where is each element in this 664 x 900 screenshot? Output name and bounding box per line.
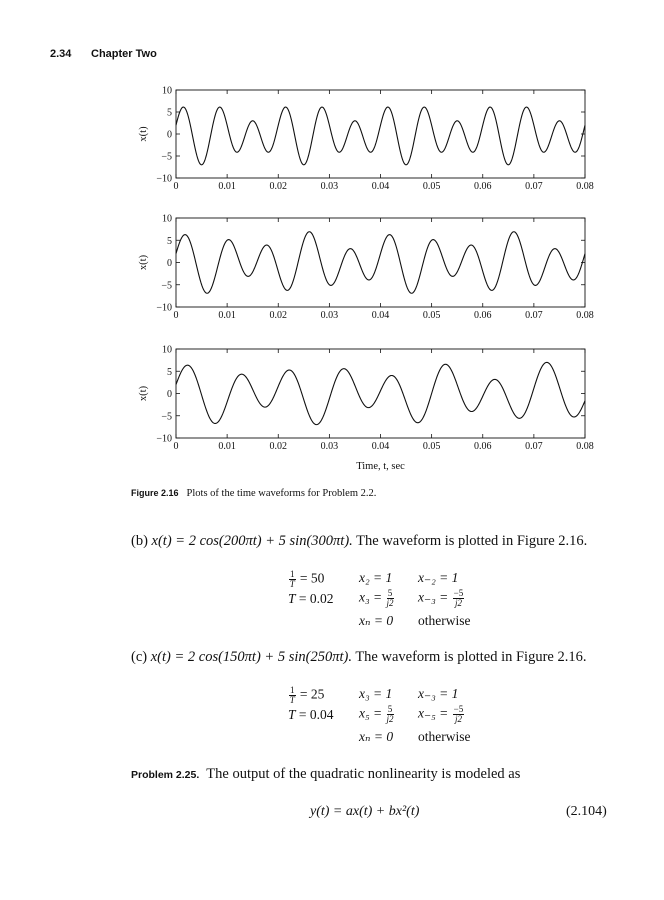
part-b-row2-c1: T = 0.02 <box>288 591 334 606</box>
part-c-row2-c2: x₅ = $\frac{5}{j2}$ <box>359 704 394 724</box>
part-c-eq-rhs: = 2 cos(150πt) + 5 sin(250πt). <box>174 649 352 665</box>
waveform-line <box>176 107 585 165</box>
one-over-T-fraction: $\frac{1}{T}$ <box>289 569 295 589</box>
part-c-statement <box>131 649 586 666</box>
x-tick-label: 0.04 <box>371 441 390 452</box>
part-c-row1-c3: x₋₃ = 1 <box>418 686 459 701</box>
part-c-row3-c2: xₙ = 0 <box>359 729 394 744</box>
y-tick-label: 10 <box>162 213 172 225</box>
x-tick-label: 0.05 <box>422 441 441 452</box>
plot-frame <box>176 218 585 307</box>
waveform-line <box>176 232 585 294</box>
waveform-plot-2 <box>138 214 594 322</box>
x-tick-label: 0.06 <box>474 310 492 321</box>
part-c-row2-c1: T = 0.04 <box>288 707 334 722</box>
x-tick-label: 0 <box>173 181 179 192</box>
y-tick-label: 10 <box>162 344 172 356</box>
y-tick-label: 0 <box>167 389 172 400</box>
plot-frame <box>176 90 585 178</box>
x-tick-label: 0.01 <box>218 441 236 452</box>
figure-caption-text: Plots of the time waveforms for Problem 2.2. <box>186 488 377 499</box>
x-tick-label: 0.06 <box>474 441 492 452</box>
page-number: 2.34 <box>50 48 72 60</box>
part-c-eq-lhs: x(t) <box>150 649 171 665</box>
part-c-row3-c3: otherwise <box>418 729 471 744</box>
x-tick-label: 0.05 <box>422 181 441 192</box>
x-tick-label: 0.03 <box>320 181 339 192</box>
y-axis-label: x(t) <box>138 254 149 271</box>
x-tick-label: 0.02 <box>269 310 287 321</box>
equation-number: (2.104) <box>566 804 607 819</box>
waveform-line <box>176 362 585 424</box>
x-tick-label: 0.03 <box>320 310 339 321</box>
part-b-eq-lhs: x(t) <box>151 533 172 549</box>
x-tick-label: 0.02 <box>269 181 287 192</box>
one-over-T-fraction: $\frac{1}{T}$ <box>289 685 295 705</box>
x-tick-label: 0.08 <box>576 181 594 192</box>
figure-caption <box>131 483 376 501</box>
y-tick-label: 0 <box>167 129 172 141</box>
problem-2-25 <box>131 765 520 783</box>
y-tick-label: −5 <box>161 151 172 163</box>
figure-label: Figure 2.16 <box>131 488 179 498</box>
part-b-row1-c3: x₋₂ = 1 <box>418 570 459 585</box>
chapter-title: Chapter Two <box>91 48 157 60</box>
y-tick-label: −5 <box>161 280 172 292</box>
y-tick-label: 5 <box>167 235 172 247</box>
waveform-plot-1 <box>138 86 594 193</box>
part-c-row1-c2: x₃ = 1 <box>359 686 393 701</box>
y-axis-label: x(t) <box>138 385 149 402</box>
y-tick-label: 10 <box>162 85 172 97</box>
x-tick-label: 0.01 <box>218 181 236 192</box>
part-b-label: (b) <box>131 533 148 549</box>
plot-frame <box>176 349 585 438</box>
x-tick-label: 0.04 <box>371 310 390 321</box>
x-tick-label: 0 <box>173 441 179 452</box>
x-axis-label: Time, t, sec <box>356 461 405 472</box>
x-tick-label: 0.01 <box>218 310 236 321</box>
x-tick-label: 0.03 <box>320 441 339 452</box>
part-b-row3-c3: otherwise <box>418 613 471 628</box>
y-tick-label: −5 <box>161 411 172 423</box>
x-tick-label: 0.07 <box>525 310 543 321</box>
y-tick-label: −10 <box>156 433 172 445</box>
x-tick-label: 0.06 <box>474 181 492 192</box>
part-c-text: The waveform is plotted in Figure 2.16. <box>355 649 587 665</box>
equation-2-104: y(t) = ax(t) + bx²(t) <box>310 804 420 819</box>
x-tick-label: 0.05 <box>422 310 441 321</box>
part-c-row2-c3: x₋₅ = $\frac{-5}{j2}$ <box>418 704 464 724</box>
y-tick-label: 5 <box>167 107 172 119</box>
y-tick-label: 5 <box>167 366 172 378</box>
x-tick-label: 0 <box>173 310 179 321</box>
part-b-row3-c2: xₙ = 0 <box>359 613 394 628</box>
problem-label: Problem 2.25. <box>131 769 200 781</box>
part-b-row1-c2: x₂ = 1 <box>359 570 393 585</box>
y-tick-label: −10 <box>156 173 172 185</box>
x-tick-label: 0.07 <box>525 181 543 192</box>
part-c-label: (c) <box>131 649 148 665</box>
part-b-row1-c1: $\frac{1}{T}$ = 50 <box>289 569 325 589</box>
y-axis-label: x(t) <box>138 126 149 142</box>
problem-text: The output of the quadratic nonlinearity is modeled as <box>206 766 521 782</box>
part-b-text: The waveform is plotted in Figure 2.16. <box>356 533 588 549</box>
part-b-row2-c2: x₃ = $\frac{5}{j2}$ <box>359 588 394 608</box>
y-tick-label: 0 <box>167 258 172 269</box>
x-tick-label: 0.08 <box>576 310 594 321</box>
part-b-eq-rhs: = 2 cos(200πt) + 5 sin(300πt). <box>175 533 353 549</box>
x-tick-label: 0.02 <box>269 441 287 452</box>
part-b-row2-c3: x₋₃ = $\frac{-5}{j2}$ <box>418 588 464 608</box>
y-tick-label: −10 <box>156 302 172 314</box>
part-c-row1-c1: $\frac{1}{T}$ = 25 <box>289 685 325 705</box>
waveform-plot-3 <box>138 345 594 473</box>
x-tick-label: 0.04 <box>371 181 390 192</box>
x-tick-label: 0.08 <box>576 441 594 452</box>
part-b-statement <box>131 533 587 550</box>
x-tick-label: 0.07 <box>525 441 543 452</box>
